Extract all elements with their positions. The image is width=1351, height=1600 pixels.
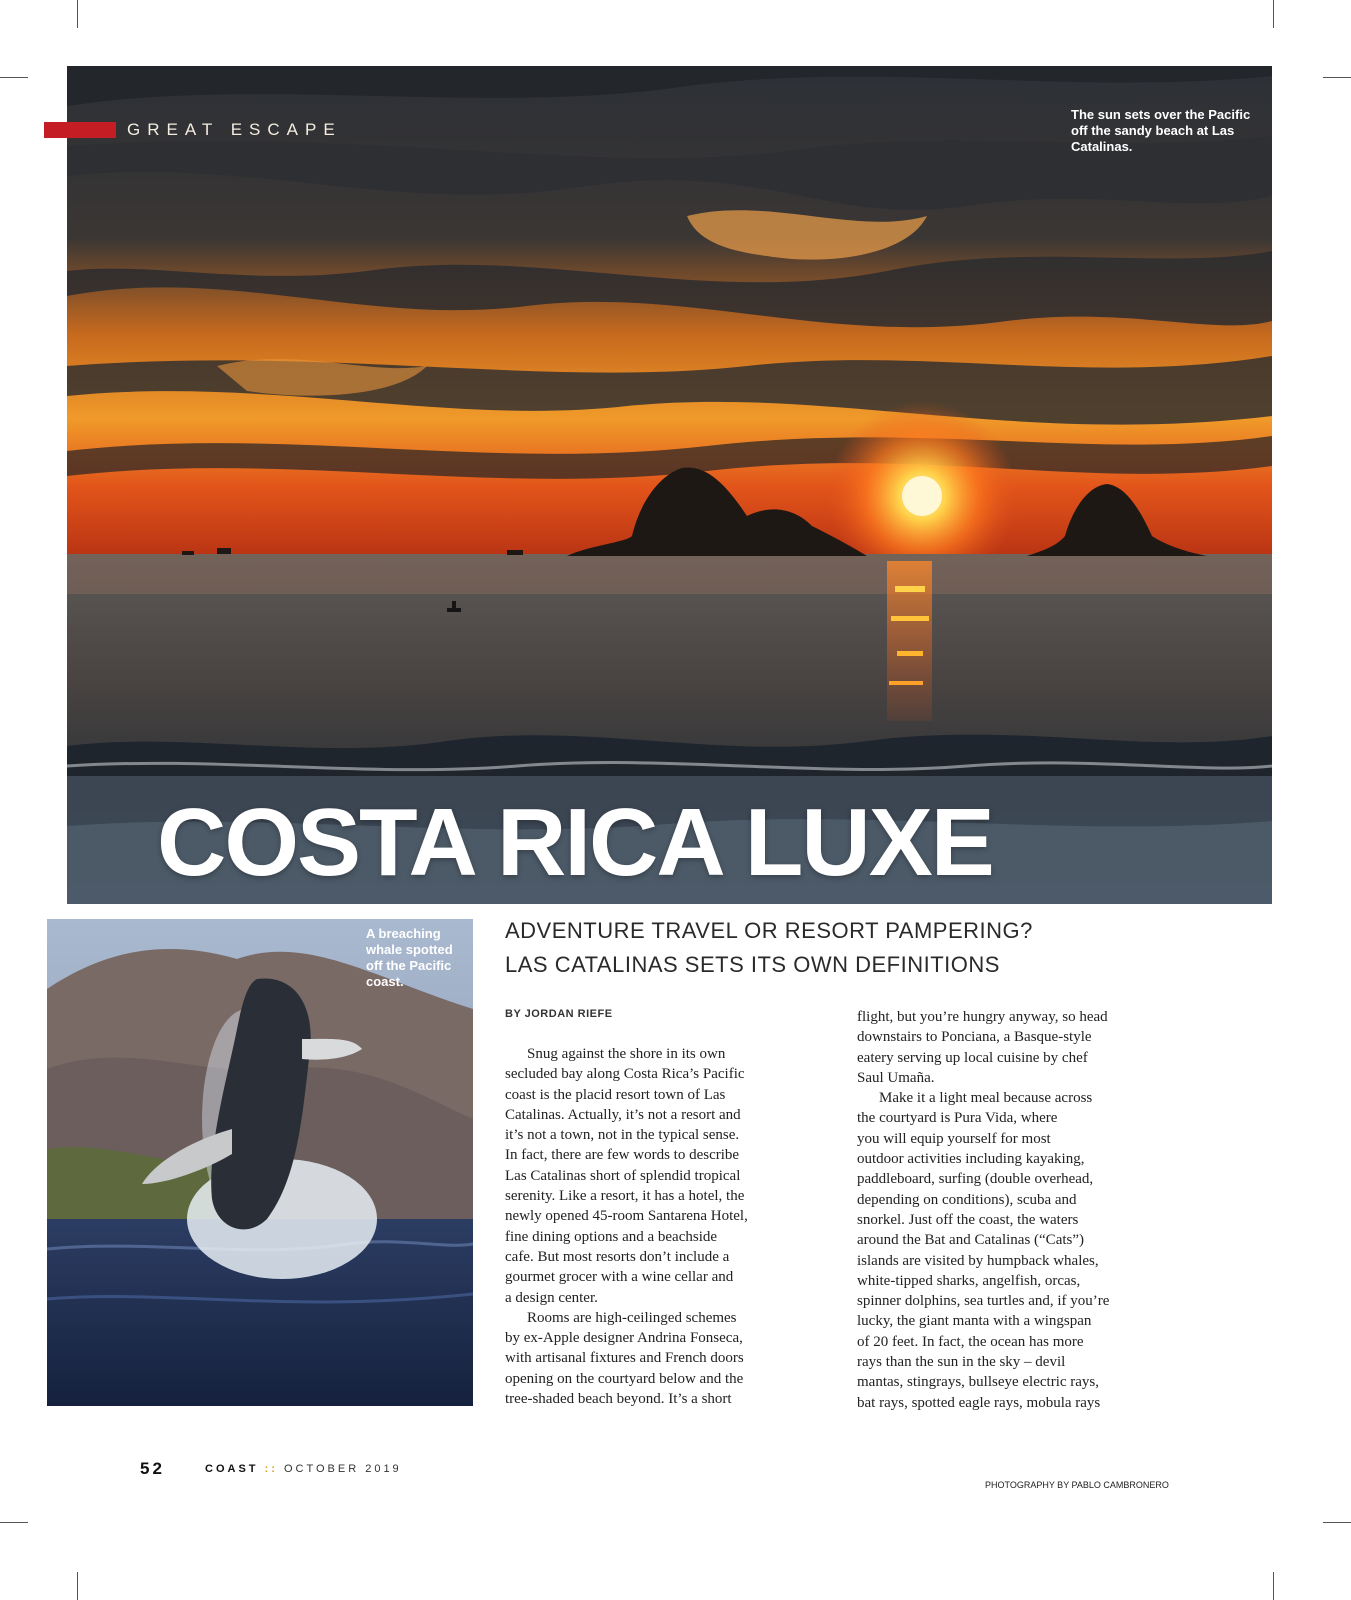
crop-mark [0, 1522, 28, 1523]
crop-mark [1273, 0, 1274, 28]
body-line: a design center. [505, 1289, 598, 1306]
body-line: rays than the sun in the sky – devil [857, 1354, 1066, 1371]
body-line: lucky, the giant manta with a wingspan [857, 1313, 1092, 1330]
whale-photo [47, 919, 473, 1406]
body-line: you will equip yourself for most [857, 1130, 1051, 1147]
deck-line: ADVENTURE TRAVEL OR RESORT PAMPERING? [505, 918, 1033, 943]
section-label: GREAT ESCAPE [127, 120, 342, 139]
crop-mark [1273, 1572, 1274, 1600]
crop-mark [1323, 1522, 1351, 1523]
body-line: the courtyard is Pura Vida, where [857, 1110, 1058, 1127]
body-line: newly opened 45-room Santarena Hotel, [505, 1208, 748, 1225]
body-line: white-tipped sharks, angelfish, orcas, [857, 1272, 1081, 1289]
body-line: paddleboard, surfing (double overhead, [857, 1171, 1094, 1188]
body-line: it’s not a town, not in the typical sense. [505, 1127, 740, 1144]
body-line: snorkel. Just off the coast, the waters [857, 1211, 1079, 1228]
body-line: gourmet grocer with a wine cellar and [505, 1269, 734, 1286]
crop-mark [77, 0, 78, 28]
body-line: Las Catalinas short of splendid tropical [505, 1167, 741, 1184]
hero-photo-caption: The sun sets over the Pacific off the sandy beach at Las Catalinas. [1071, 107, 1251, 154]
body-line: In fact, there are few words to describe [505, 1147, 740, 1164]
crop-mark [0, 77, 28, 78]
magazine-name: COAST [205, 1463, 259, 1475]
body-line: by ex-Apple designer Andrina Fonseca, [505, 1330, 743, 1347]
body-line: Snug against the shore in its own [527, 1046, 726, 1062]
article-column-1 [505, 1044, 825, 1409]
issue-date: OCTOBER 2019 [283, 1463, 402, 1475]
article-headline: COSTA RICA LUXE [157, 789, 993, 896]
body-line: spinner dolphins, sea turtles and, if you’re [857, 1293, 1110, 1310]
magazine-folio [205, 1463, 402, 1475]
crop-mark [77, 1572, 78, 1600]
body-line: serenity. Like a resort, it has a hotel, the [505, 1188, 745, 1205]
body-line: cafe. But most resorts don’t include a [505, 1248, 730, 1265]
page-number: 52 [140, 1459, 165, 1478]
body-line: fine dining options and a beachside [505, 1228, 718, 1245]
body-line: opening on the courtyard below and the [505, 1370, 744, 1387]
body-line: Rooms are high-ceilinged schemes [527, 1309, 737, 1326]
body-line: Saul Umaña. [857, 1069, 935, 1086]
body-line: secluded bay along Costa Rica’s Pacific [505, 1066, 745, 1083]
hero-sunset-photo [67, 66, 1272, 904]
crop-mark [1323, 77, 1351, 78]
body-line: of 20 feet. In fact, the ocean has more [857, 1333, 1084, 1350]
body-line: flight, but you’re hungry anyway, so head [857, 1009, 1108, 1025]
folio-separator: :: [264, 1463, 278, 1475]
whale-photo-caption: A breaching whale spotted off the Pacific coast. [366, 926, 453, 989]
body-line: coast is the placid resort town of Las [505, 1086, 726, 1103]
body-line: mantas, stingrays, bullseye electric rays, [857, 1374, 1100, 1391]
article-deck [505, 914, 1145, 982]
body-line: Make it a light meal because across [879, 1090, 1093, 1107]
section-accent-bar [44, 122, 116, 138]
body-line: bat rays, spotted eagle rays, mobula rays [857, 1394, 1101, 1411]
body-line: eatery serving up local cuisine by chef [857, 1049, 1088, 1066]
article-column-2 [857, 1007, 1187, 1413]
body-line: around the Bat and Catalinas (“Cats”) [857, 1232, 1085, 1249]
body-line: downstairs to Ponciana, a Basque-style [857, 1029, 1092, 1046]
byline: BY JORDAN RIEFE [505, 1008, 613, 1020]
body-line: with artisanal fixtures and French doors [505, 1350, 744, 1367]
body-line: Catalinas. Actually, it’s not a resort and [505, 1106, 741, 1123]
body-line: islands are visited by humpback whales, [857, 1252, 1099, 1269]
deck-line: LAS CATALINAS SETS ITS OWN DEFINITIONS [505, 952, 1000, 977]
body-line: depending on conditions), scuba and [857, 1191, 1077, 1208]
photo-credit: PHOTOGRAPHY BY PABLO CAMBRONERO [985, 1480, 1169, 1490]
body-line: outdoor activities including kayaking, [857, 1151, 1085, 1168]
body-line: tree-shaded beach beyond. It’s a short [505, 1391, 732, 1408]
